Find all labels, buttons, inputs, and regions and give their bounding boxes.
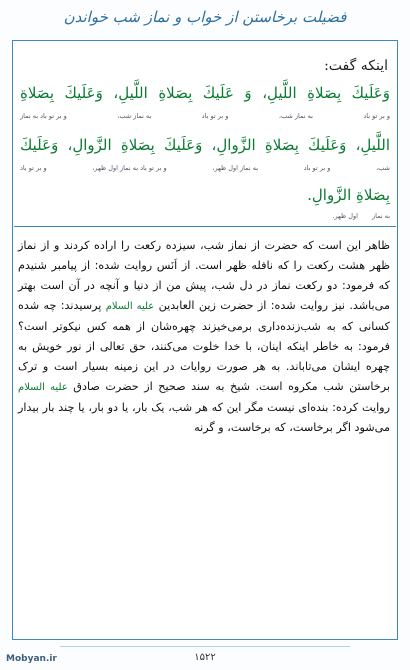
body-text-part-3: روایت کرده: بنده‌ای نیست مگر این که هر شب، یک بار، یا دو بار، یا چند بار بیدار می‌شود اگر برخاست، که برخاست، و گرنه [18,401,390,434]
page-number: ۱۵۲۲ [194,652,216,663]
section-divider [14,226,396,227]
body-paragraph [18,236,390,438]
gloss-word: اول ظهر. [332,212,358,220]
honorific-symbol: عليه السلام [105,301,155,312]
footer-rule [60,646,350,647]
gloss-word: و بر تو باد [201,112,229,120]
honorific-symbol: عليه السلام [18,382,68,393]
gloss-word: و بر تو باد [303,164,331,172]
gloss-line-3 [332,212,390,220]
gloss-line-2 [20,164,390,172]
gloss-word: و بر تو باد [20,164,47,172]
site-watermark: Mobyan.ir [6,654,57,664]
body-text-part-2: پرسیدند: چه شده کسانی که به شب‌زنده‌داری برمی‌خیزند چهره‌شان از همه کس نیکوتر است؟ فرمود: به خاطر اینکه اینان، با خدا خلوت می‌کنند، حق تعالی از نور خویش به چهره ایشان می‌تاباند. به هر صورت روایات در این زمینه بسیار است و ترک برخاستن شب مکروه است. شیخ به سند صحیح از حضرت صادق [18,299,390,393]
gloss-word: به نماز [371,212,390,220]
gloss-line-1 [20,112,390,120]
page-title: فضیلت برخاستن از خواب و نماز شب خواندن [63,8,347,26]
gloss-word: و بر تو باد به نماز [20,112,67,120]
gloss-word: به نماز شب، [278,112,313,120]
gloss-word: و بر تو باد به نماز اول ظهر، [92,164,167,172]
arabic-line-2: اللَّيلِ، وَعَلَيكَ بِصَلاةِ الزَّوالِ، وَعَلَيكَ بِصَلاةِ الزَّوالِ، وَعَلَيكَ [20,136,390,154]
body-text-part-1: ظاهر این است که حضرت از نماز شب، سیزده رکعت را اراده کردند و از نماز ظهر هشت رکعت را که نافله ظهر است. از اَنَس روایت شده: از پیامبر شنیدم که فرمود: دو رکعت نماز در دل شب، پیش من از دنیا و آنچه در آن است بهتر می‌باشد. نیز روایت شده: از حضرت زین العابدین [18,239,390,312]
arabic-line-3: بِصَلاةِ الزَّوالِ. [307,186,390,204]
gloss-word: و بر تو باد [363,112,390,120]
gloss-word: شب، [376,164,390,172]
gloss-word: به نماز اول ظهر، [212,164,259,172]
page-header [0,0,410,42]
gloss-word: به نماز شب، [117,112,152,120]
intro-text: اینکه گفت: [324,58,388,74]
arabic-line-1: وَعَلَيكَ بِصَلاةِ اللَّيلِ، وَ عَلَيكَ بِصَلاةِ اللَّيلِ، وَعَلَيكَ بِصَلاةِ [20,84,390,102]
